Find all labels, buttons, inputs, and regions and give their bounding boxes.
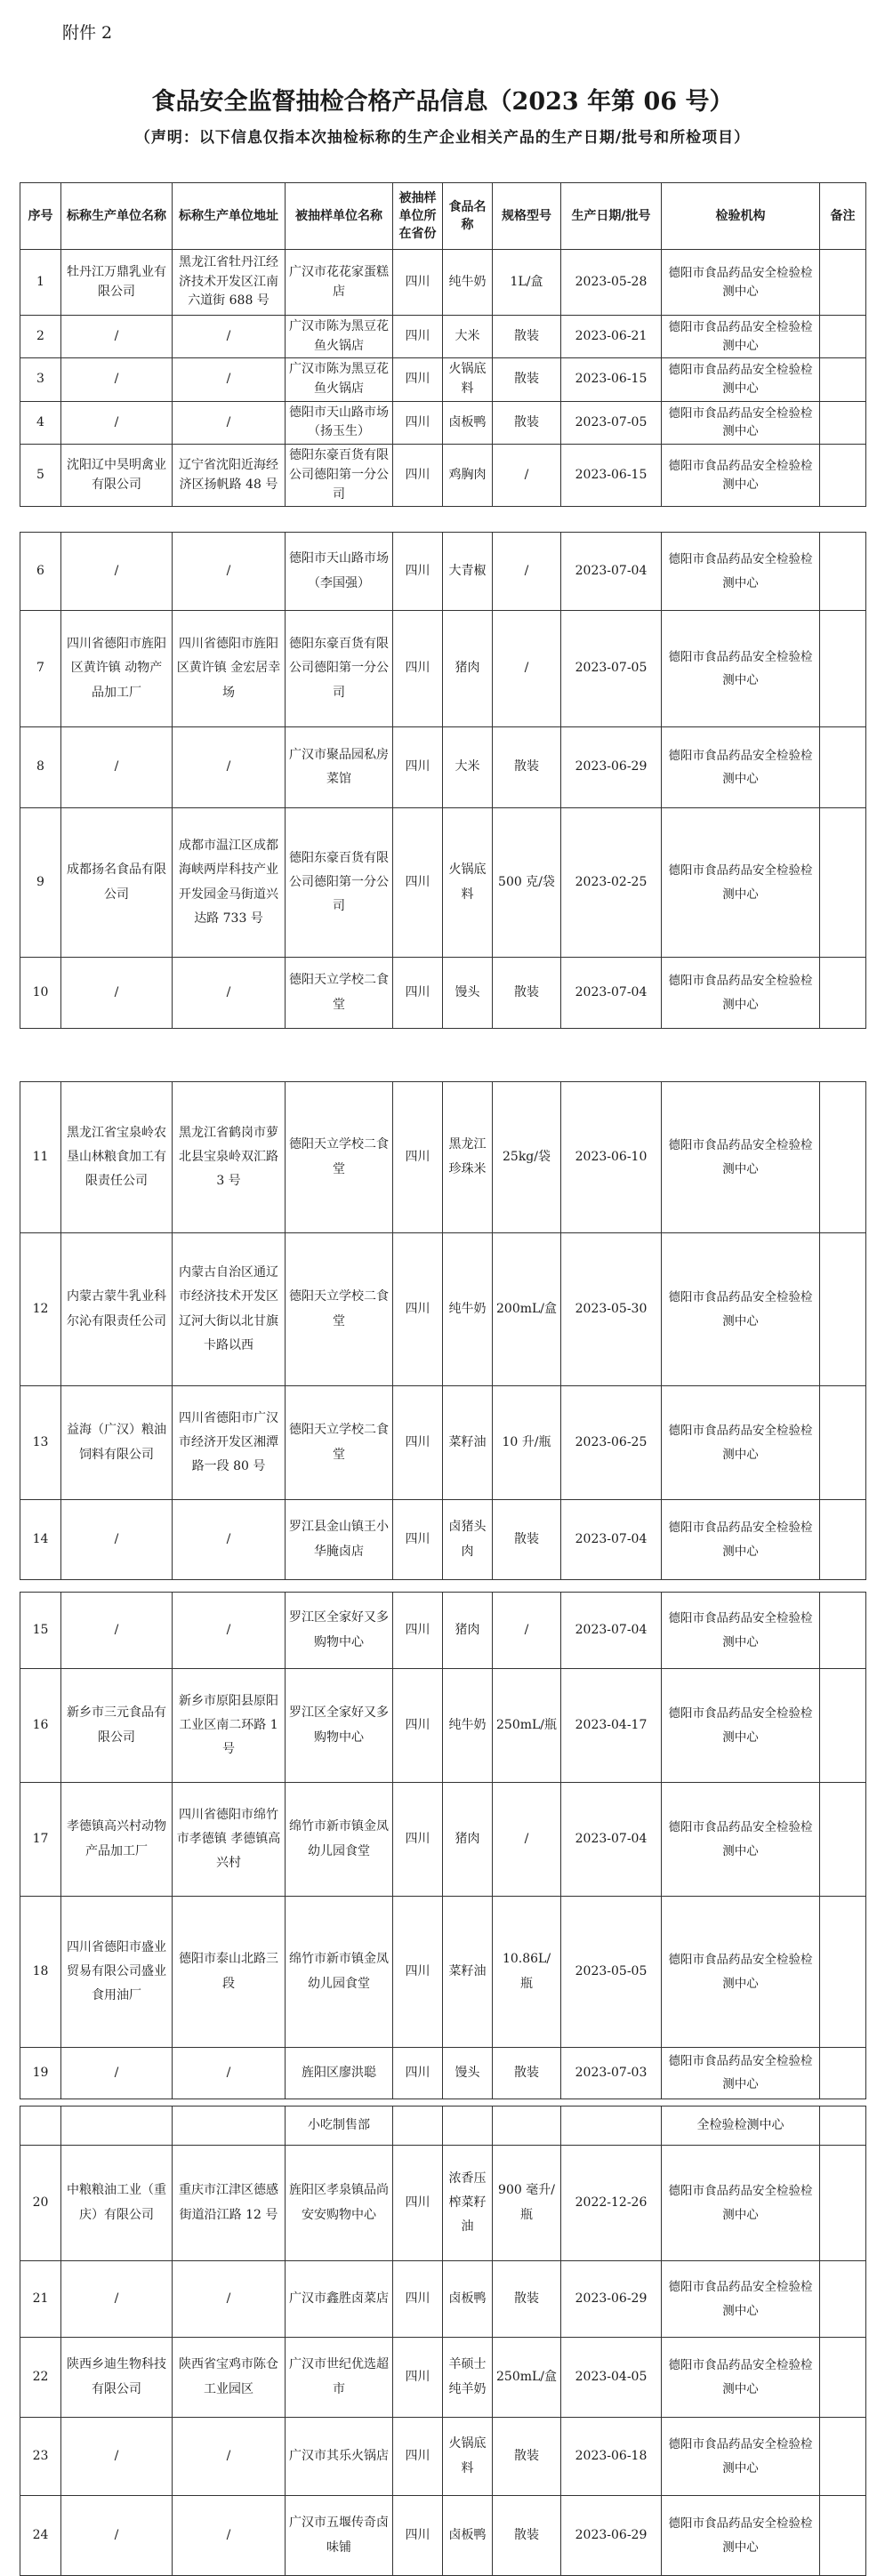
cell-food-name: 纯牛奶 (443, 250, 493, 316)
cell-seq: 19 (20, 2048, 61, 2099)
cell-food-name: 大米 (443, 316, 493, 358)
cell-spec: 散装 (493, 2261, 561, 2338)
table-row (20, 2261, 866, 2338)
cell-province: 四川 (393, 2418, 443, 2496)
cell-seq: 4 (20, 401, 61, 444)
cell-production-date: 2023-06-15 (561, 445, 662, 507)
cell-producer-address: 辽宁省沈阳近海经济区扬帆路 48 号 (173, 445, 286, 507)
cell-testing-lab: 德阳市食品药品安全检验检测中心 (662, 611, 820, 727)
cell-testing-lab: 德阳市食品药品安全检验检测中心 (662, 250, 820, 316)
cell-producer-name: / (61, 2261, 173, 2338)
cell-food-name: 猪肉 (443, 1593, 493, 1669)
cell-production-date: 2023-07-04 (561, 533, 662, 611)
cell-testing-lab: 德阳市食品药品安全检验检测中心 (662, 2048, 820, 2099)
cell-testing-lab: 德阳市食品药品安全检验检测中心 (662, 401, 820, 444)
cell-seq: 10 (20, 958, 61, 1029)
cell-testing-lab: 德阳市食品药品安全检验检测中心 (662, 1386, 820, 1500)
cell-production-date: 2023-07-05 (561, 401, 662, 444)
cell-remark (820, 2146, 866, 2261)
cell-seq: 3 (20, 358, 61, 401)
cell-seq: 1 (20, 250, 61, 316)
table-row (20, 1593, 866, 1669)
cell-producer-address: 成都市温江区成都海峡两岸科技产业开发园金马街道兴达路 733 号 (173, 808, 286, 958)
cell-sampled-unit: 广汉市鑫胜卤菜店 (286, 2261, 393, 2338)
cell-producer-name: 新乡市三元食品有限公司 (61, 1669, 173, 1783)
cell-province: 四川 (393, 358, 443, 401)
cell-producer-address: 陕西省宝鸡市陈仓工业园区 (173, 2338, 286, 2418)
cell-food-name: 鸡胸肉 (443, 445, 493, 507)
cell-remark (820, 250, 866, 316)
cell-production-date: 2023-07-04 (561, 1593, 662, 1669)
cell-remark (820, 2338, 866, 2418)
cell-spec: 散装 (493, 2496, 561, 2576)
cell-food-name: 浓香压榨菜籽油 (443, 2146, 493, 2261)
cell-spec: 10.86L/瓶 (493, 1897, 561, 2048)
cell-seq: 12 (20, 1233, 61, 1386)
cell-testing-lab: 德阳市食品药品安全检验检测中心 (662, 1593, 820, 1669)
cell-seq: 18 (20, 1897, 61, 2048)
cell-food-name: 菜籽油 (443, 1386, 493, 1500)
cell-spec: 25kg/袋 (493, 1082, 561, 1233)
table-row (20, 958, 866, 1029)
cell-sampled-unit: 绵竹市新市镇金凤幼儿园食堂 (286, 1783, 393, 1897)
cell-province: 四川 (393, 808, 443, 958)
cell-testing-lab: 德阳市食品药品安全检验检测中心 (662, 2146, 820, 2261)
cell-remark (820, 445, 866, 507)
cell-production-date: 2023-07-05 (561, 611, 662, 727)
cell-province: 四川 (393, 727, 443, 808)
cell-province: 四川 (393, 250, 443, 316)
cell-sampled-unit: 广汉市陈为黑豆花鱼火锅店 (286, 316, 393, 358)
col-header: 备注 (820, 183, 866, 250)
cell-sampled-unit: 绵竹市新市镇金凤幼儿园食堂 (286, 1897, 393, 2048)
cell-producer-address: 四川省德阳市广汉市经济开发区湘潭路一段 80 号 (173, 1386, 286, 1500)
cell-remark (820, 958, 866, 1029)
cell-producer-address: / (173, 2048, 286, 2099)
cell-production-date: 2023-06-29 (561, 2261, 662, 2338)
cell-production-date: 2023-07-04 (561, 958, 662, 1029)
cell-producer-name: / (61, 358, 173, 401)
col-header: 检验机构 (662, 183, 820, 250)
cell-food-name: 猪肉 (443, 1783, 493, 1897)
cell-remark (820, 1593, 866, 1669)
cell-producer-name: / (61, 727, 173, 808)
cell-seq: 9 (20, 808, 61, 958)
col-header: 标称生产单位名称 (61, 183, 173, 250)
cell-sampled-unit: 广汉市五堰传奇卤味铺 (286, 2496, 393, 2576)
continuation-row (20, 2107, 866, 2146)
table-row (20, 2048, 866, 2099)
table-row (20, 1669, 866, 1783)
cell-seq: 14 (20, 1500, 61, 1580)
cell-seq: 21 (20, 2261, 61, 2338)
cell-province: 四川 (393, 316, 443, 358)
cell-seq: 23 (20, 2418, 61, 2496)
cell-testing-lab: 德阳市食品药品安全检验检测中心 (662, 1082, 820, 1233)
cell-sampled-unit: 德阳东豪百货有限公司德阳第一分公司 (286, 808, 393, 958)
cell-production-date: 2023-05-05 (561, 1897, 662, 2048)
col-header: 标称生产单位地址 (173, 183, 286, 250)
cell-remark (820, 533, 866, 611)
cell-sampled-unit: 罗江区全家好又多购物中心 (286, 1593, 393, 1669)
cell-seq: 13 (20, 1386, 61, 1500)
cell-seq: 7 (20, 611, 61, 727)
cell-remark (820, 1500, 866, 1580)
cell-testing-lab: 德阳市食品药品安全检验检测中心 (662, 727, 820, 808)
cell-producer-name: 黑龙江省宝泉岭农垦山林粮食加工有限责任公司 (61, 1082, 173, 1233)
table-row (20, 358, 866, 401)
cell-province: 四川 (393, 1233, 443, 1386)
cell-production-date: 2023-07-04 (561, 1500, 662, 1580)
table-row (20, 316, 866, 358)
cell-province: 四川 (393, 611, 443, 727)
cell-remark (820, 1669, 866, 1783)
cell-food-name: 纯牛奶 (443, 1669, 493, 1783)
cell-sampled-unit: 广汉市聚品园私房菜馆 (286, 727, 393, 808)
cell-production-date: 2023-05-28 (561, 250, 662, 316)
continued-sampled-unit: 小吃制售部 (286, 2107, 393, 2146)
cell-remark (820, 808, 866, 958)
cell-remark (820, 1386, 866, 1500)
cell-province: 四川 (393, 445, 443, 507)
table-row (20, 2338, 866, 2418)
cell-seq: 20 (20, 2146, 61, 2261)
cell-production-date: 2023-06-18 (561, 2418, 662, 2496)
table-row (20, 611, 866, 727)
cell-food-name: 火锅底料 (443, 2418, 493, 2496)
cell-spec: 900 毫升/瓶 (493, 2146, 561, 2261)
table-header-row (20, 183, 866, 250)
cell-testing-lab: 德阳市食品药品安全检验检测中心 (662, 2261, 820, 2338)
cell-province: 四川 (393, 1897, 443, 2048)
cell-remark (820, 2048, 866, 2099)
cell-remark (820, 1783, 866, 1897)
cell-province: 四川 (393, 533, 443, 611)
cell-production-date: 2022-12-26 (561, 2146, 662, 2261)
cell-testing-lab: 德阳市食品药品安全检验检测中心 (662, 358, 820, 401)
cell-producer-name: / (61, 1500, 173, 1580)
cell-production-date: 2023-06-15 (561, 358, 662, 401)
cell-food-name: 火锅底料 (443, 358, 493, 401)
cell-seq: 8 (20, 727, 61, 808)
cell-remark (820, 2496, 866, 2576)
cell-spec: 散装 (493, 316, 561, 358)
cell-food-name: 大青椒 (443, 533, 493, 611)
cell-sampled-unit: 德阳东豪百货有限公司德阳第一分公司 (286, 611, 393, 727)
cell-remark (820, 358, 866, 401)
table-row (20, 2496, 866, 2576)
cell-producer-address: 内蒙古自治区通辽市经济技术开发区辽河大街以北甘旗卡路以西 (173, 1233, 286, 1386)
cell-producer-name: 成都扬名食品有限公司 (61, 808, 173, 958)
table-segment-4 (20, 1592, 866, 2099)
cell-sampled-unit: 广汉市其乐火锅店 (286, 2418, 393, 2496)
table-row (20, 727, 866, 808)
cell-food-name: 卤板鸭 (443, 2261, 493, 2338)
cell-remark (820, 1082, 866, 1233)
cell-producer-address: / (173, 2261, 286, 2338)
cell-seq: 24 (20, 2496, 61, 2576)
cell-production-date: 2023-06-10 (561, 1082, 662, 1233)
col-header: 规格型号 (493, 183, 561, 250)
cell-producer-name: / (61, 2418, 173, 2496)
cell-production-date: 2023-06-29 (561, 727, 662, 808)
cell-spec: 散装 (493, 2418, 561, 2496)
cell-producer-address: 黑龙江省鹤岗市萝北县宝泉岭双汇路 3 号 (173, 1082, 286, 1233)
cell-remark (820, 727, 866, 808)
cell-production-date: 2023-07-03 (561, 2048, 662, 2099)
cell-remark (820, 2261, 866, 2338)
cell-production-date: 2023-04-17 (561, 1669, 662, 1783)
cell-production-date: 2023-07-04 (561, 1783, 662, 1897)
cell-testing-lab: 德阳市食品药品安全检验检测中心 (662, 533, 820, 611)
cell-producer-name: / (61, 2496, 173, 2576)
cell-producer-address: / (173, 2418, 286, 2496)
cell-remark (820, 1897, 866, 2048)
cell-province: 四川 (393, 1082, 443, 1233)
col-header: 序号 (20, 183, 61, 250)
cell-testing-lab: 德阳市食品药品安全检验检测中心 (662, 1897, 820, 2048)
table-row (20, 1082, 866, 1233)
cell-testing-lab: 德阳市食品药品安全检验检测中心 (662, 2418, 820, 2496)
cell-testing-lab: 德阳市食品药品安全检验检测中心 (662, 1669, 820, 1783)
cell-producer-name: 中粮粮油工业（重庆）有限公司 (61, 2146, 173, 2261)
cell-spec: 散装 (493, 958, 561, 1029)
cell-sampled-unit: 德阳天立学校二食堂 (286, 1386, 393, 1500)
statement-note: （声明：以下信息仅指本次抽检标称的生产企业相关产品的生产日期/批号和所检项目） (134, 129, 751, 147)
cell-sampled-unit: 德阳天立学校二食堂 (286, 1233, 393, 1386)
cell-province: 四川 (393, 1500, 443, 1580)
table-row (20, 1233, 866, 1386)
cell-production-date: 2023-06-21 (561, 316, 662, 358)
cell-seq: 22 (20, 2338, 61, 2418)
cell-spec: 散装 (493, 358, 561, 401)
cell-testing-lab: 德阳市食品药品安全检验检测中心 (662, 1233, 820, 1386)
document-title: 食品安全监督抽检合格产品信息（2023 年第 06 号） (151, 88, 734, 116)
cell-remark (820, 401, 866, 444)
cell-production-date: 2023-06-29 (561, 2496, 662, 2576)
cell-food-name: 菜籽油 (443, 1897, 493, 2048)
cell-spec: 200mL/盒 (493, 1233, 561, 1386)
cell-sampled-unit: 广汉市世纪优选超市 (286, 2338, 393, 2418)
cell-province: 四川 (393, 401, 443, 444)
cell-spec: 1L/盒 (493, 250, 561, 316)
cell-production-date: 2023-06-25 (561, 1386, 662, 1500)
cell-producer-name: / (61, 1593, 173, 1669)
cell-sampled-unit: 德阳天立学校二食堂 (286, 958, 393, 1029)
cell-producer-address: 四川省德阳市旌阳区黄许镇 金宏居幸场 (173, 611, 286, 727)
cell-spec: / (493, 445, 561, 507)
attachment-label: 附件 2 (62, 23, 113, 43)
cell-producer-address: / (173, 1593, 286, 1669)
cell-province: 四川 (393, 2496, 443, 2576)
cell-producer-address: / (173, 401, 286, 444)
cell-province: 四川 (393, 958, 443, 1029)
cell-producer-address: / (173, 727, 286, 808)
col-header: 被抽样单位名称 (286, 183, 393, 250)
col-header: 被抽样单位所在省份 (393, 183, 443, 250)
cell-testing-lab: 德阳市食品药品安全检验检测中心 (662, 2338, 820, 2418)
table-row (20, 2146, 866, 2261)
cell-food-name: 纯牛奶 (443, 1233, 493, 1386)
cell-province: 四川 (393, 1783, 443, 1897)
table-row (20, 808, 866, 958)
cell-remark (820, 316, 866, 358)
cell-province: 四川 (393, 1669, 443, 1783)
cell-food-name: 猪肉 (443, 611, 493, 727)
cell-producer-address: 新乡市原阳县原阳工业区南二环路 1 号 (173, 1669, 286, 1783)
cell-food-name: 火锅底料 (443, 808, 493, 958)
table-segment-5 (20, 2106, 866, 2576)
cell-spec: 散装 (493, 401, 561, 444)
table-row (20, 401, 866, 444)
cell-seq: 15 (20, 1593, 61, 1669)
cell-food-name: 羊硕士纯羊奶 (443, 2338, 493, 2418)
cell-producer-name: / (61, 316, 173, 358)
cell-spec: 250mL/盒 (493, 2338, 561, 2418)
cell-testing-lab: 德阳市食品药品安全检验检测中心 (662, 2496, 820, 2576)
cell-producer-address: / (173, 533, 286, 611)
table-segment-2 (20, 532, 866, 1029)
cell-sampled-unit: 德阳市天山路市场（扬玉生） (286, 401, 393, 444)
cell-producer-address: / (173, 958, 286, 1029)
cell-food-name: 卤猪头肉 (443, 1500, 493, 1580)
cell-producer-name: / (61, 533, 173, 611)
table-row (20, 1897, 866, 2048)
cell-spec: / (493, 1783, 561, 1897)
cell-testing-lab: 德阳市食品药品安全检验检测中心 (662, 316, 820, 358)
cell-spec: / (493, 533, 561, 611)
table-segment-3 (20, 1081, 866, 1580)
table-row (20, 1783, 866, 1897)
cell-sampled-unit: 广汉市陈为黑豆花鱼火锅店 (286, 358, 393, 401)
cell-province: 四川 (393, 1593, 443, 1669)
table-segment-1 (20, 182, 866, 507)
table-row (20, 445, 866, 507)
cell-remark (820, 1233, 866, 1386)
cell-producer-name: 牡丹江万鼎乳业有限公司 (61, 250, 173, 316)
cell-sampled-unit: 德阳市天山路市场（李国强） (286, 533, 393, 611)
cell-seq: 2 (20, 316, 61, 358)
cell-producer-name: / (61, 2048, 173, 2099)
cell-production-date: 2023-04-05 (561, 2338, 662, 2418)
cell-producer-name: 陕西乡迪生物科技有限公司 (61, 2338, 173, 2418)
cell-sampled-unit: 旌阳区孝泉镇品尚安安购物中心 (286, 2146, 393, 2261)
cell-spec: 250mL/瓶 (493, 1669, 561, 1783)
cell-seq: 5 (20, 445, 61, 507)
cell-producer-address: / (173, 1500, 286, 1580)
cell-food-name: 大米 (443, 727, 493, 808)
cell-seq: 17 (20, 1783, 61, 1897)
cell-province: 四川 (393, 2146, 443, 2261)
cell-producer-name: / (61, 958, 173, 1029)
cell-food-name: 黑龙江珍珠米 (443, 1082, 493, 1233)
cell-testing-lab: 德阳市食品药品安全检验检测中心 (662, 445, 820, 507)
cell-seq: 11 (20, 1082, 61, 1233)
cell-producer-address: / (173, 2496, 286, 2576)
cell-remark (820, 611, 866, 727)
cell-sampled-unit: 罗江区全家好又多购物中心 (286, 1669, 393, 1783)
cell-province: 四川 (393, 2338, 443, 2418)
cell-production-date: 2023-05-30 (561, 1233, 662, 1386)
cell-spec: / (493, 611, 561, 727)
cell-seq: 6 (20, 533, 61, 611)
table-row (20, 2418, 866, 2496)
cell-testing-lab: 德阳市食品药品安全检验检测中心 (662, 808, 820, 958)
cell-sampled-unit: 德阳东豪百货有限公司德阳第一分公司 (286, 445, 393, 507)
cell-producer-name: 四川省德阳市盛业贸易有限公司盛业食用油厂 (61, 1897, 173, 2048)
cell-food-name: 馒头 (443, 958, 493, 1029)
cell-producer-name: 益海（广汉）粮油饲料有限公司 (61, 1386, 173, 1500)
cell-spec: 10 升/瓶 (493, 1386, 561, 1500)
cell-spec: / (493, 1593, 561, 1669)
col-header: 食品名称 (443, 183, 493, 250)
cell-food-name: 卤板鸭 (443, 401, 493, 444)
cell-producer-address: / (173, 358, 286, 401)
cell-seq: 16 (20, 1669, 61, 1783)
cell-sampled-unit: 德阳天立学校二食堂 (286, 1082, 393, 1233)
cell-producer-name: 孝德镇高兴村动物产品加工厂 (61, 1783, 173, 1897)
cell-spec: 散装 (493, 1500, 561, 1580)
table-row (20, 250, 866, 316)
cell-food-name: 卤板鸭 (443, 2496, 493, 2576)
continued-lab: 全检验检测中心 (662, 2107, 820, 2146)
cell-producer-address: 德阳市泰山北路三段 (173, 1897, 286, 2048)
cell-sampled-unit: 旌阳区廖洪聪 (286, 2048, 393, 2099)
col-header: 生产日期/批号 (561, 183, 662, 250)
table-row (20, 1500, 866, 1580)
cell-spec: 500 克/袋 (493, 808, 561, 958)
cell-sampled-unit: 广汉市花花家蛋糕店 (286, 250, 393, 316)
table-row (20, 1386, 866, 1500)
cell-production-date: 2023-02-25 (561, 808, 662, 958)
cell-spec: 散装 (493, 2048, 561, 2099)
cell-province: 四川 (393, 1386, 443, 1500)
cell-producer-address: 四川省德阳市绵竹市孝德镇 孝德镇高兴村 (173, 1783, 286, 1897)
cell-producer-address: 重庆市江津区德感街道沿江路 12 号 (173, 2146, 286, 2261)
cell-sampled-unit: 罗江县金山镇王小华腌卤店 (286, 1500, 393, 1580)
cell-food-name: 馒头 (443, 2048, 493, 2099)
cell-province: 四川 (393, 2261, 443, 2338)
cell-remark (820, 2418, 866, 2496)
cell-producer-name: 沈阳辽中昊明禽业有限公司 (61, 445, 173, 507)
table-row (20, 533, 866, 611)
cell-producer-name: 内蒙古蒙牛乳业科尔沁有限责任公司 (61, 1233, 173, 1386)
cell-spec: 散装 (493, 727, 561, 808)
cell-testing-lab: 德阳市食品药品安全检验检测中心 (662, 1500, 820, 1580)
cell-producer-address: / (173, 316, 286, 358)
cell-testing-lab: 德阳市食品药品安全检验检测中心 (662, 958, 820, 1029)
cell-producer-name: 四川省德阳市旌阳区黄许镇 动物产品加工厂 (61, 611, 173, 727)
cell-producer-address: 黑龙江省牡丹江经济技术开发区江南六道街 688 号 (173, 250, 286, 316)
cell-province: 四川 (393, 2048, 443, 2099)
cell-producer-name: / (61, 401, 173, 444)
cell-testing-lab: 德阳市食品药品安全检验检测中心 (662, 1783, 820, 1897)
